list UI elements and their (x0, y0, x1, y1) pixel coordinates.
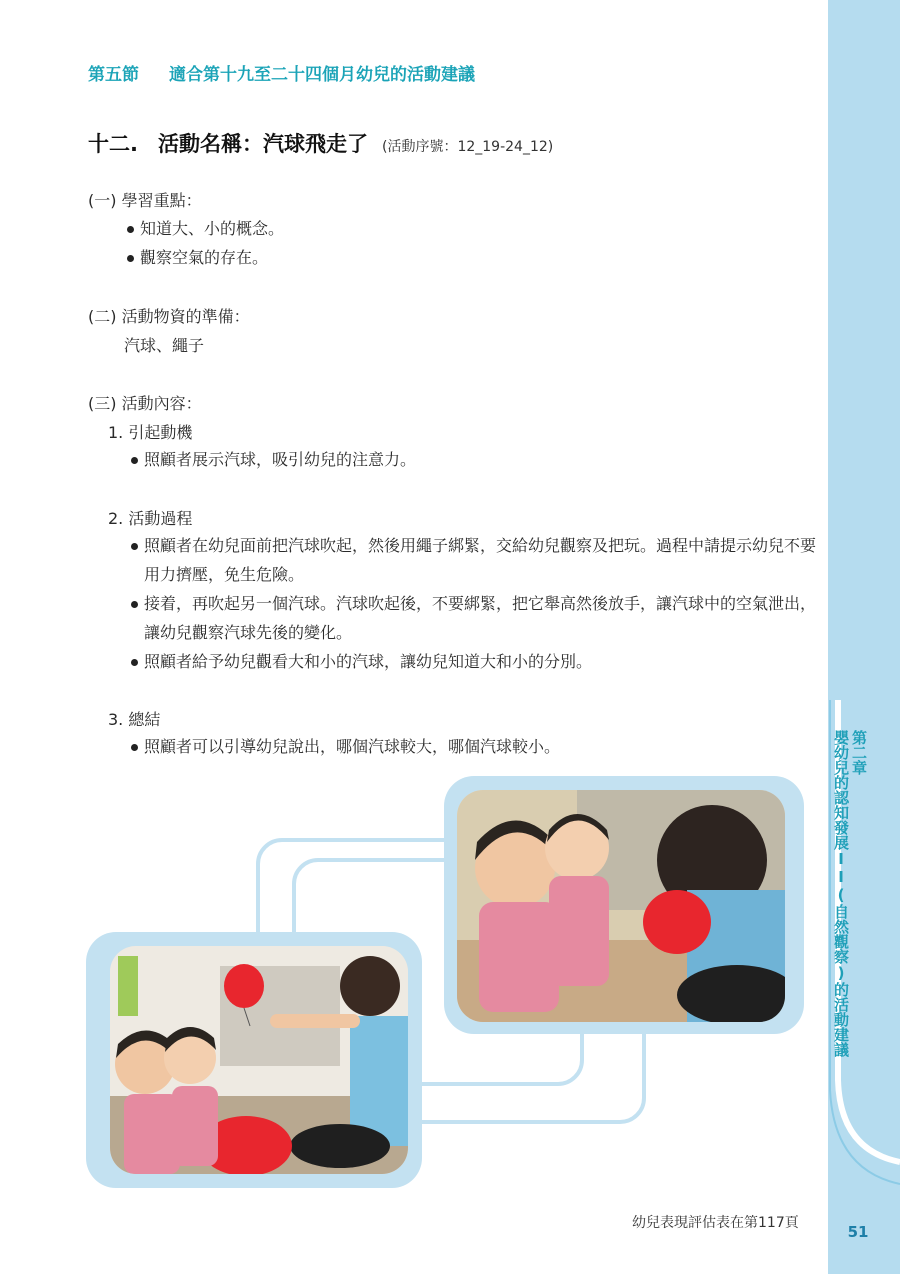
step1-title: 1. 引起動機 (108, 423, 193, 442)
step2-title: 2. 活動過程 (108, 509, 193, 528)
part2-text: 汽球、繩子 (124, 336, 205, 355)
step3-title: 3. 總結 (108, 710, 161, 729)
section-header (88, 60, 475, 85)
part2-heading: (二) 活動物資的準備： (88, 307, 250, 326)
list-item: 觀察空氣的存在。 (126, 243, 284, 272)
section-label: 第五節 (88, 65, 139, 85)
photo-illustration (457, 790, 785, 1022)
footer-note: 幼兒表現評估表在第117頁 (632, 1215, 799, 1231)
activity-name: 活動名稱：汽球飛走了 (157, 132, 368, 156)
part1-heading: (一) 學習重點： (88, 191, 202, 210)
activity-photo-showing (110, 946, 408, 1174)
page-number: 51 (847, 1223, 869, 1241)
activity-title (88, 128, 553, 158)
activity-serial: (活動序號：12_19-24_12) (381, 139, 554, 155)
list-item: 照顧者在幼兒面前把汽球吹起，然後用繩子綁緊，交給幼兒觀察及把玩。過程中請提示幼兒不要用力擠壓，免生危險。 (130, 531, 820, 589)
activity-photo-blowing (457, 790, 785, 1022)
list-item: 照顧者展示汽球，吸引幼兒的注意力。 (130, 445, 820, 474)
chapter-subtitle: 嬰幼兒的認知發展II(自然觀察)的活動建議 (832, 730, 850, 1057)
part1-list (126, 214, 284, 272)
activity-number: 十二. (88, 132, 138, 156)
step3-list (130, 732, 820, 761)
section-title: 適合第十九至二十四個月幼兒的活動建議 (169, 65, 475, 85)
list-item: 知道大、小的概念。 (126, 214, 284, 243)
list-item: 照顧者給予幼兒觀看大和小的汽球，讓幼兒知道大和小的分別。 (130, 647, 820, 676)
list-item: 照顧者可以引導幼兒說出，哪個汽球較大，哪個汽球較小。 (130, 732, 820, 761)
list-item: 接着，再吹起另一個汽球。汽球吹起後，不要綁緊，把它舉高然後放手，讓汽球中的空氣泄出，讓幼兒觀察汽球先後的變化。 (130, 589, 820, 647)
step1-list (130, 445, 820, 474)
chapter-number: 第二章 (850, 730, 868, 775)
chapter-label (832, 730, 868, 1057)
photo-illustration (110, 946, 408, 1174)
part3-heading: (三) 活動內容： (88, 394, 202, 413)
step2-list (130, 531, 820, 676)
